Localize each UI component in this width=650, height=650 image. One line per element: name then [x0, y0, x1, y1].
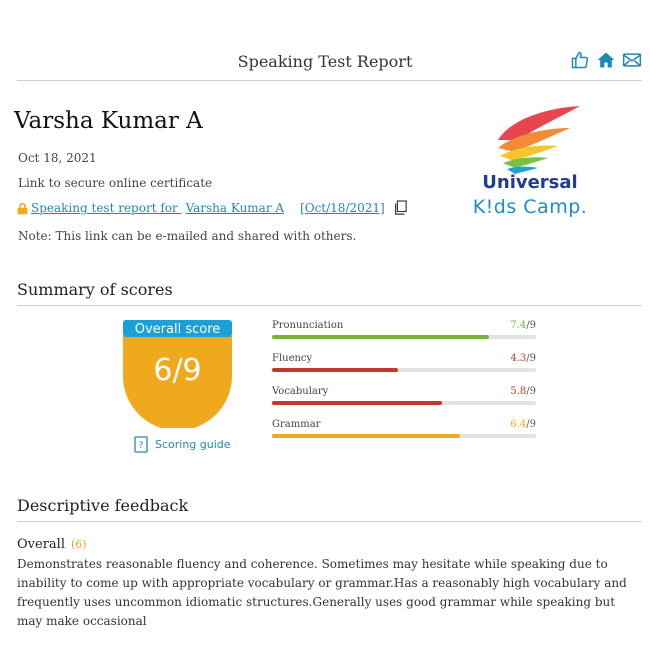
share-note: Note: This link can be e-mailed and shared with others.	[18, 229, 357, 243]
metric-track	[272, 335, 536, 339]
metric-vocabulary	[272, 386, 536, 405]
metric-pronunciation	[272, 320, 536, 339]
logo-text-universal: Universal	[482, 172, 578, 193]
metric-track	[272, 368, 536, 372]
metric-score: 6.4	[510, 419, 527, 430]
certificate-link[interactable]	[31, 201, 284, 215]
feedback-divider	[17, 521, 642, 522]
logo-text-kids-camp: K!ds Camp.	[472, 196, 588, 218]
overall-score-value: 6/9	[153, 353, 202, 388]
feedback-overall-score: (6)	[70, 538, 87, 551]
metric-fill	[272, 368, 398, 372]
certificate-link-date[interactable]: [Oct/18/2021]	[300, 201, 385, 215]
home-icon[interactable]	[596, 50, 616, 70]
metric-label: Fluency	[272, 353, 313, 364]
scoring-guide-link[interactable]	[134, 436, 231, 453]
metric-track	[272, 401, 536, 405]
svg-text:?: ?	[138, 441, 144, 451]
header-actions	[570, 50, 642, 70]
certificate-link-intro: Link to secure online certificate	[18, 176, 213, 190]
overall-score-label: Overall score	[134, 322, 221, 337]
metric-track	[272, 434, 536, 438]
metric-score: 4.3	[510, 353, 527, 364]
question-book-icon	[134, 436, 149, 453]
metric-label: Vocabulary	[272, 386, 329, 397]
metric-max: /9	[526, 320, 536, 331]
summary-heading: Summary of scores	[17, 280, 173, 299]
metric-fluency	[272, 353, 536, 372]
metric-score: 5.8	[510, 386, 527, 397]
page-title: Speaking Test Report	[237, 52, 413, 71]
metric-fill	[272, 434, 460, 438]
test-date: Oct 18, 2021	[18, 151, 97, 165]
mail-icon[interactable]	[622, 50, 642, 70]
metric-label: Pronunciation	[272, 320, 344, 331]
copy-icon[interactable]	[393, 200, 407, 216]
metric-max: /9	[526, 419, 536, 430]
feedback-overall-heading	[17, 537, 87, 552]
metric-fill	[272, 335, 489, 339]
header-divider	[17, 80, 642, 81]
certificate-link-name: Varsha Kumar A	[185, 201, 285, 215]
metric-fill	[272, 401, 442, 405]
feedback-heading: Descriptive feedback	[17, 496, 189, 515]
lock-icon	[16, 202, 29, 215]
metric-max: /9	[526, 353, 536, 364]
summary-divider	[17, 305, 642, 306]
student-name: Varsha Kumar A	[14, 108, 203, 134]
metric-label: Grammar	[272, 419, 321, 430]
thumbs-up-icon[interactable]	[570, 50, 590, 70]
metric-max: /9	[526, 386, 536, 397]
certificate-link-prefix: Speaking test report for	[31, 201, 178, 215]
metric-grammar	[272, 419, 536, 438]
feedback-text: Demonstrates reasonable fluency and coherence. Sometimes may hesitate while speaking due to inability to come up with appropriate vocabulary or grammar.Has a reasonably high vocabulary and frequently uses uncommon idiomatic structures.Generally uses good grammar while speaking but may make occasional	[17, 557, 627, 628]
metric-score: 7.4	[510, 320, 527, 331]
scoring-guide-label: Scoring guide	[155, 438, 231, 451]
feedback-overall-label: Overall	[17, 537, 65, 552]
certificate-link-row	[16, 200, 407, 216]
